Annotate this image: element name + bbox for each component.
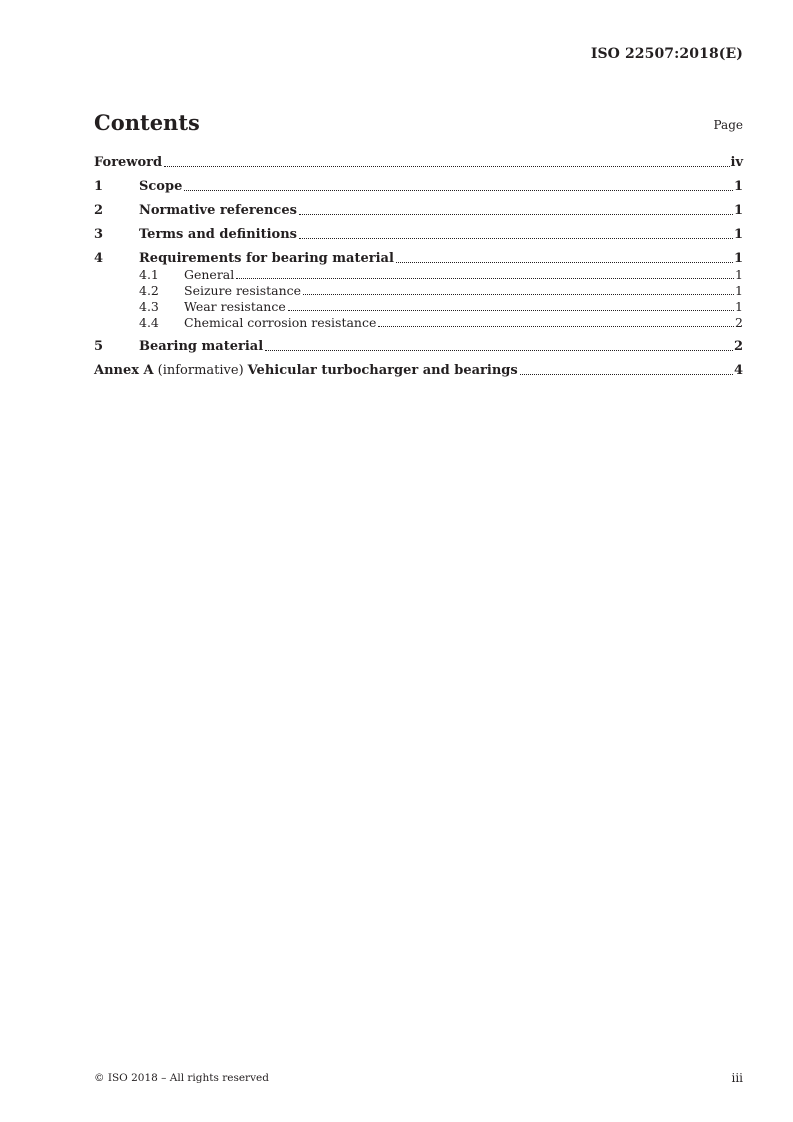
- toc-entry-title: Requirements for bearing material: [139, 251, 394, 266]
- document-id: ISO 22507:2018(E): [590, 46, 743, 62]
- annex-label: Annex A: [94, 363, 154, 378]
- dot-leader: [520, 374, 733, 375]
- toc-entry-terms-definitions[interactable]: [94, 227, 743, 243]
- toc-entry-page: 1: [733, 251, 743, 266]
- toc-subentry-wear-resistance[interactable]: [94, 299, 743, 315]
- toc-entry-page: 4: [733, 363, 743, 378]
- toc-entry-foreword[interactable]: [94, 155, 743, 171]
- dot-leader: [265, 350, 733, 351]
- toc-entry-title: Foreword: [94, 155, 163, 170]
- toc-entry-annex-a[interactable]: [94, 363, 743, 379]
- toc-entry-title: Scope: [139, 179, 183, 194]
- toc-subentry-title: Chemical corrosion resistance: [184, 315, 377, 330]
- toc-entry-normative-references[interactable]: [94, 203, 743, 219]
- toc-subentry-seizure-resistance[interactable]: [94, 283, 743, 299]
- toc-subentry-title: Seizure resistance: [184, 283, 302, 298]
- annex-title: Vehicular turbocharger and bearings: [247, 363, 518, 378]
- toc-subentry-general[interactable]: [94, 267, 743, 283]
- dot-leader: [184, 190, 733, 191]
- toc-subentry-number: 4.3: [139, 299, 159, 314]
- toc-entry-number: 2: [94, 203, 104, 218]
- page-number: iii: [731, 1071, 743, 1085]
- dot-leader: [303, 294, 734, 295]
- toc-subentry-title: Wear resistance: [184, 299, 286, 314]
- toc-entry-number: 1: [94, 179, 104, 194]
- table-of-contents: [94, 152, 743, 379]
- dot-leader: [236, 278, 734, 279]
- dot-leader: [378, 326, 734, 327]
- toc-entry-title: Terms and definitions: [139, 227, 297, 242]
- copyright-notice: © ISO 2018 – All rights reserved: [94, 1072, 269, 1084]
- toc-subentry-page: 1: [735, 299, 743, 314]
- annex-type: (informative): [157, 363, 244, 378]
- contents-heading: Contents: [94, 110, 200, 135]
- toc-entry-number: 4: [94, 251, 104, 266]
- dot-leader: [299, 238, 733, 239]
- toc-entry-bearing-material[interactable]: [94, 339, 743, 355]
- toc-subentry-chemical-corrosion[interactable]: [94, 315, 743, 331]
- toc-subentry-number: 4.1: [139, 267, 159, 282]
- toc-entry-page: 1: [733, 179, 743, 194]
- toc-entry-number: 3: [94, 227, 104, 242]
- toc-subentry-page: 1: [735, 267, 743, 282]
- toc-entry-requirements[interactable]: [94, 251, 743, 267]
- toc-subentry-number: 4.4: [139, 315, 159, 330]
- toc-subentry-number: 4.2: [139, 283, 159, 298]
- dot-leader: [396, 262, 733, 263]
- toc-entry-title: Bearing material: [139, 339, 264, 354]
- toc-entry-scope[interactable]: [94, 179, 743, 195]
- toc-subentry-title: General: [184, 267, 235, 282]
- toc-subentry-page: 2: [735, 315, 743, 330]
- dot-leader: [288, 310, 734, 311]
- toc-entry-title: Normative references: [139, 203, 297, 218]
- dot-leader: [299, 214, 733, 215]
- toc-entry-page: iv: [730, 155, 743, 170]
- toc-subentry-page: 1: [735, 283, 743, 298]
- page-column-label: Page: [713, 118, 743, 132]
- toc-entry-page: 1: [733, 203, 743, 218]
- toc-entry-number: 5: [94, 339, 104, 354]
- dot-leader: [164, 166, 729, 167]
- toc-entry-page: 1: [733, 227, 743, 242]
- toc-entry-page: 2: [733, 339, 743, 354]
